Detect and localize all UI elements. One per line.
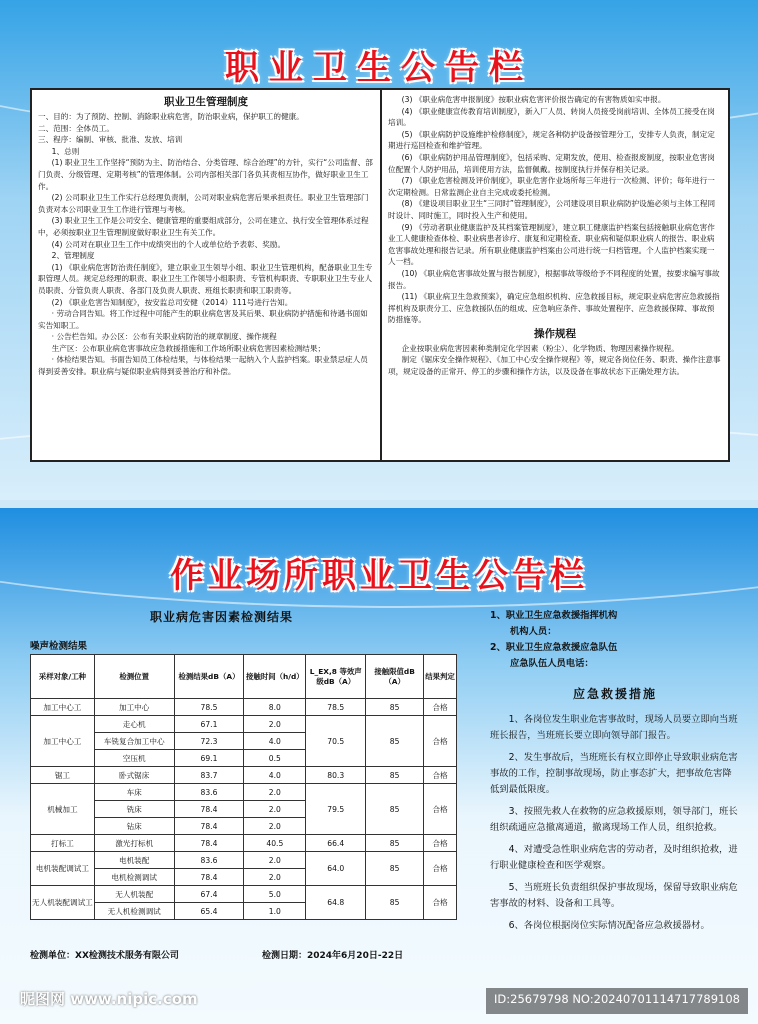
cell-limit: 85 — [366, 784, 424, 835]
left-column — [32, 90, 382, 460]
cell-time: 2.0 — [244, 852, 306, 869]
org1-staff: 机构人员： — [510, 626, 557, 637]
test-unit: 检测单位：XX检测技术服务有限公司 — [30, 951, 179, 961]
org2-phone: 应急队伍人员电话： — [510, 658, 594, 669]
cell-time: 2.0 — [244, 818, 306, 835]
ops-paragraph: 制定《锯床安全操作规程》、《加工中心安全操作规程》等，规定各岗位任务、职责、操作注意事项，规定设备的正常开、停工的步骤和操作方法，以及设备在事故状态下正确处理方法。 — [388, 355, 721, 377]
table-row — [31, 886, 457, 903]
cell-pos: 电机检测调试 — [94, 869, 174, 886]
cell-time: 8.0 — [244, 699, 306, 716]
cell-res: 69.1 — [174, 750, 244, 767]
table-row — [31, 699, 457, 716]
cell-job: 电机装配调试工 — [31, 852, 95, 886]
section-title: 职业病危害因素检测结果 — [150, 610, 294, 624]
cell-res: 72.3 — [174, 733, 244, 750]
cell-limit: 85 — [366, 852, 424, 886]
cell-res: 78.5 — [174, 699, 244, 716]
rule-paragraph: (9) 《劳动者职业健康监护及其档案管理制度》，建立职工健康监护档案包括接触职业病危害作业工人健康检查体检、职业病患者诊疗、康复和定期检查、职业病和疑似职业病人的报告、职业病危害事故处理和报告记录。所有职业健康监护档案由公司进行统一归档管理。个人监护档案实现一人一档。 — [388, 222, 715, 267]
cell-lex: 70.5 — [306, 716, 366, 767]
table-header: 检测位置 — [94, 655, 174, 699]
cell-res: 83.7 — [174, 767, 244, 784]
cell-pos: 卧式锯床 — [94, 767, 174, 784]
rule-paragraph: (6) 《职业病防护用品管理制度》，包括采购、定期发放，使用、检查报废制度，按职业危害岗位配置个人防护用品，培训使用方法，监督佩戴。按制度执行并保存相关记录。 — [388, 152, 715, 174]
rule-paragraph: (3) 职业卫生工作是公司安全、健康管理的重要组成部分，公司在建立、执行安全管理体系过程中，必须按职业卫生管理制度做好职业卫生有关工作。 — [38, 216, 369, 237]
table-row — [31, 784, 457, 801]
table-row — [31, 835, 457, 852]
cell-pos: 车床 — [94, 784, 174, 801]
cell-judge: 合格 — [424, 767, 457, 784]
cell-judge: 合格 — [424, 852, 457, 886]
cell-lex: 66.4 — [306, 835, 366, 852]
rule-paragraph: (2) 公司职业卫生工作实行总经理负责制，公司对职业病危害后果承担责任。职业卫生管理部门负责对本公司职业卫生工作进行管理与考核。 — [38, 193, 369, 214]
cell-job: 机械加工 — [31, 784, 95, 835]
table-header: 检测结果dB（A） — [174, 655, 244, 699]
rule-paragraph: 1、总则 — [51, 146, 80, 156]
cell-judge: 合格 — [424, 886, 457, 920]
cell-job: 加工中心工 — [31, 716, 95, 767]
watermark-site: 昵图网 www.nipic.com — [20, 990, 198, 1008]
cell-res: 78.4 — [174, 835, 244, 852]
page-title-2: 作业场所职业卫生公告栏 — [170, 556, 588, 596]
cell-time: 0.5 — [244, 750, 306, 767]
rule-paragraph: · 公告栏告知。办公区：公布有关职业病防治的规章制度、操作规程 — [51, 332, 277, 342]
rule-paragraph: (2) 《职业危害告知制度》，按安监总司安健（2014）111号进行告知。 — [51, 297, 293, 307]
cell-job: 加工中心工 — [31, 699, 95, 716]
cell-time: 5.0 — [244, 886, 306, 903]
cell-time: 4.0 — [244, 733, 306, 750]
cell-time: 2.0 — [244, 801, 306, 818]
table-header: 采样对象/工种 — [31, 655, 95, 699]
measure-item: 6、各岗位根据岗位实际情况配备应急救援器材。 — [508, 920, 710, 931]
board-workplace-health — [0, 508, 758, 1024]
board-occupational-health — [0, 0, 758, 500]
system-title: 职业卫生管理制度 — [164, 96, 248, 108]
measures-title: 应急救援措施 — [572, 687, 657, 701]
cell-limit: 85 — [366, 767, 424, 784]
cell-time: 2.0 — [244, 869, 306, 886]
cell-pos: 电机装配 — [94, 852, 174, 869]
org1: 1、职业卫生应急救援指挥机构 — [490, 610, 618, 621]
cell-limit: 85 — [366, 886, 424, 920]
management-panel — [30, 88, 730, 462]
noise-label: 噪声检测结果 — [30, 641, 88, 652]
cell-res: 78.4 — [174, 818, 244, 835]
table-header: 结果判定 — [424, 655, 457, 699]
cell-lex: 78.5 — [306, 699, 366, 716]
rule-paragraph: · 劳动合同告知。将工作过程中可能产生的职业病危害及其后果、职业病防护措施和待遇书面如实告知职工。 — [38, 309, 368, 330]
cell-judge: 合格 — [424, 699, 457, 716]
cell-lex: 64.8 — [306, 886, 366, 920]
rule-paragraph: (3) 《职业病危害申报制度》按职业病危害评价报告确定的有害物质如实申报。 — [401, 95, 666, 104]
measure-item: 2、发生事故后，当班班长有权立即停止导致职业病危害事故的工作，控制事故现场，防止事态扩大，把事故危害降低到最低限度。 — [490, 752, 738, 795]
cell-pos: 加工中心 — [94, 699, 174, 716]
rule-paragraph: 2、管理制度 — [51, 251, 95, 261]
noise-table — [30, 654, 457, 920]
table-header: 接触时间（h/d） — [244, 655, 306, 699]
rule-paragraph: (7) 《职业危害检测及评价制度》，职业危害作业场所每三年进行一次检测、评价；每年进行一次定期检测。日常监测企业自主完成或委托检测。 — [388, 176, 715, 197]
cell-lex: 80.3 — [306, 767, 366, 784]
cell-time: 4.0 — [244, 767, 306, 784]
cell-pos: 无人机装配 — [94, 886, 174, 903]
cell-pos: 车铣复合加工中心 — [94, 733, 174, 750]
measure-item: 3、按照先救人在救物的应急救援原则，领导部门，班长组织疏通应急撤离通道，撤离现场工作人员，组织抢救。 — [490, 806, 738, 833]
right-column — [382, 90, 728, 460]
ops-paragraph: 企业按职业病危害因素种类制定化学因素（粉尘）、化学物质、物理因素操作规程。 — [401, 343, 679, 353]
cell-job: 打标工 — [31, 835, 95, 852]
cell-time: 2.0 — [244, 784, 306, 801]
rule-paragraph: (1) 职业卫生工作坚持“预防为主、防治结合、分类管理、综合治理”的方针，实行“公司监督、部门负责、分级管理、定期考核”的管理体制。公司内部相关部门各负其责相互协作，做好职业卫生工作。 — [38, 158, 373, 191]
cell-judge: 合格 — [424, 784, 457, 835]
org2: 2、职业卫生应急救援应急队伍 — [490, 642, 618, 653]
ops-title: 操作规程 — [534, 327, 576, 340]
cell-res: 65.4 — [174, 903, 244, 920]
cell-lex: 79.5 — [306, 784, 366, 835]
cell-res: 83.6 — [174, 852, 244, 869]
measure-item: 4、对遭受急性职业病危害的劳动者，及时组织抢救，进行职业健康检查和医学观察。 — [490, 844, 738, 871]
watermark-id: ID:25679798 NO:20240701114717789108 — [486, 988, 748, 1014]
rule-paragraph: 一、目的：为了预防、控制、消除职业病危害，防治职业病，保护职工的健康。 — [38, 112, 304, 121]
cell-res: 83.6 — [174, 784, 244, 801]
cell-pos: 激光打标机 — [94, 835, 174, 852]
test-date: 检测日期：2024年6月20日-22日 — [262, 951, 404, 961]
cell-job: 无人机装配调试工 — [31, 886, 95, 920]
cell-job: 锯工 — [31, 767, 95, 784]
cell-res: 67.1 — [174, 716, 244, 733]
cell-judge: 合格 — [424, 835, 457, 852]
page-title: 职业卫生公告栏 — [225, 48, 533, 88]
cell-res: 67.4 — [174, 886, 244, 903]
emergency-section — [490, 608, 740, 940]
cell-pos: 走心机 — [94, 716, 174, 733]
cell-judge: 合格 — [424, 716, 457, 767]
cell-lex: 64.0 — [306, 852, 366, 886]
rule-paragraph: (1) 《职业病危害防治责任制度》，建立职业卫生领导小组、职业卫生管理机构，配备职业卫生专职管理人员。规定总经理的职责、职业卫生工作领导小组职责、专管机构职责、专职职业卫生专业人员职责、分管负责人职责、各部门及负责人职责、班组长职责和职工职责等。 — [38, 262, 373, 295]
rule-paragraph: (8) 《建设项目职业卫生“三同时”管理制度》，公司建设项目职业病防护设施必须与主体工程同时设计、同时施工，同时投入生产和使用。 — [388, 199, 716, 220]
rule-paragraph: (4) 公司对在职业卫生工作中成绩突出的个人或单位给予表彰、奖励。 — [51, 239, 286, 249]
cell-pos: 空压机 — [94, 750, 174, 767]
measure-item: 1、各岗位发生职业危害事故时，现场人员要立即向当班班长报告，当班班长要立即向领导部门报告。 — [490, 714, 738, 741]
cell-res: 78.4 — [174, 869, 244, 886]
cell-pos: 钻床 — [94, 818, 174, 835]
rule-paragraph: (5) 《职业病防护设施维护检修制度》，规定各种防护设备按管理分工，安排专人负责，制定定期进行巡回检查和维护管理。 — [388, 129, 715, 151]
rule-paragraph: 二、范围：全体员工。 — [38, 123, 114, 133]
cell-res: 78.4 — [174, 801, 244, 818]
cell-time: 2.0 — [244, 716, 306, 733]
rule-paragraph: (11) 《职业病卫生急救预案》，确定应急组织机构、应急救援目标，规定职业病危害应急救援指挥机构及职责分工、应急救援队伍的组成、应急响应条件、事故处置程序、应急救援保障、事故预防措施等。 — [388, 292, 720, 325]
rule-paragraph: (10) 《职业病危害事故处置与报告制度》，根据事故等级给予不同程度的处置，按要求编写事故报告。 — [388, 268, 720, 290]
cell-time: 40.5 — [244, 835, 306, 852]
cell-time: 1.0 — [244, 903, 306, 920]
cell-pos: 铣床 — [94, 801, 174, 818]
table-row — [31, 852, 457, 869]
rule-paragraph: (4) 《职业健康宣传教育培训制度》，新入厂人员、转岗人员接受岗前培训、全体员工接受在岗培训。 — [388, 106, 715, 128]
rule-paragraph: 生产区：公布职业病危害事故应急救援措施和工作场所职业病危害因素检测结果； — [51, 343, 326, 353]
table-header: L_EX,8 等效声级dB（A） — [306, 655, 366, 699]
measure-item: 5、当班班长负责组织保护事故现场，保留导致职业病危害事故的材料、设备和工具等。 — [490, 882, 738, 909]
cell-pos: 无人机检测调试 — [94, 903, 174, 920]
cell-limit: 85 — [366, 699, 424, 716]
cell-limit: 85 — [366, 835, 424, 852]
rule-paragraph: · 体检结果告知。书面告知员工体检结果，与体检结果一起纳入个人监护档案。职业禁忌症人员得到妥善安排。职业病与疑似职业病得到妥善治疗和补偿。 — [38, 355, 368, 377]
cell-limit: 85 — [366, 716, 424, 767]
rule-paragraph: 三、程序：编制、审核、批准、发放、培训 — [38, 135, 183, 145]
table-row — [31, 767, 457, 784]
table-row — [31, 716, 457, 733]
table-header: 接触限值dB（A） — [366, 655, 424, 699]
